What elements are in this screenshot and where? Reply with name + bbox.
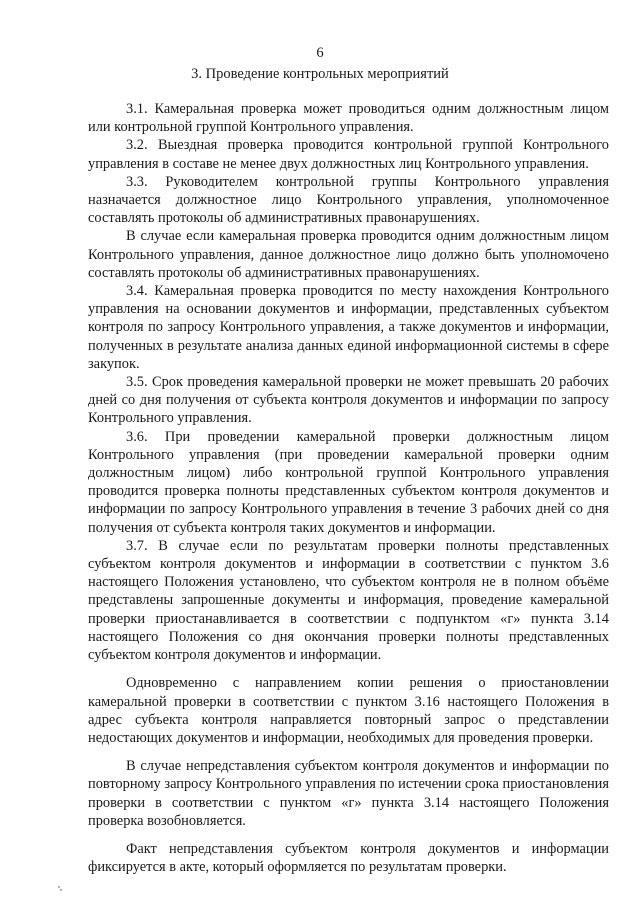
scan-specks	[58, 886, 62, 890]
paragraph-3-7-act-record: Факт непредставления субъектом контроля документов и информации фиксируется в акте, который оформляется по результатам проверки.	[88, 840, 609, 876]
document-body	[88, 100, 609, 876]
page-number: 6	[316, 45, 324, 61]
section-title: 3. Проведение контрольных мероприятий	[191, 66, 449, 82]
paragraph-3-3: 3.3. Руководителем контрольной группы Контрольного управления назначается должностное лицо Контрольного управления, уполномоченное составлять протоколы об административных правонарушениях.	[88, 173, 609, 227]
paragraph-3-7-resumption: В случае непредставления субъектом контроля документов и информации по повторному запросу Контрольного управления по истечении срока приостановления проверки в соответствии с пунктом «г» пункта 3.14 настоящего Положения проверка возобновляется.	[88, 758, 609, 829]
paragraph-3-7: 3.7. В случае если по результатам проверки полноты представленных субъектом контроля документов и информации в соответствии с пунктом 3.6 настоящего Положения установлено, что субъектом контроля не в полном объёме представлены запрошенные документы и информация, проведение камеральной проверки приостанавливается в соответствии с подпунктом «г» пункта 3.14 настоящего Положения со дня окончания проверки полноты представленных субъектом контроля документов и информации.	[88, 537, 609, 664]
paragraph-3-4: 3.4. Камеральная проверка проводится по месту нахождения Контрольного управления на основании документов и информации, представленных субъектом контроля по запросу Контрольного управления, а также документов и информации, полученных в результате анализа данных единой информационной системы в сфере закупок.	[88, 283, 609, 372]
paragraph-3-1: 3.1. Камеральная проверка может проводиться одним должностным лицом или контрольной группой Контрольного управления.	[88, 101, 609, 136]
paragraph-3-7-repeat-request: Одновременно с направлением копии решения о приостановлении камеральной проверки в соответствии с пунктом 3.16 настоящего Положения в адрес субъекта контроля направляется повторный запрос о представлении недостающих документов и информации, необходимых для проведения проверки.	[88, 675, 609, 746]
paragraph-3-5: 3.5. Срок проведения камеральной проверки не может превышать 20 рабочих дней со дня получения от субъекта контроля документов и информации по запросу Контрольного управления.	[88, 374, 609, 427]
paragraph-3-6: 3.6. При проведении камеральной проверки должностным лицом Контрольного управления (при проведении камеральной проверки одним должностным лицом) либо контрольной группой Контрольного управления проводится проверка полноты представленных субъектом контроля документов и информации по запросу Контрольного управления в течение 3 рабочих дней со дня получения от субъекта контроля таких документов и информации.	[88, 428, 609, 536]
paragraph-3-3-single-inspector: В случае если камеральная проверка проводится одним должностным лицом Контрольного управления, данное должностное лицо должно быть уполномочено составлять протоколы об административных правонарушениях.	[88, 228, 609, 281]
paragraph-3-2: 3.2. Выездная проверка проводится контрольной группой Контрольного управления в составе не менее двух должностных лиц Контрольного управления.	[88, 137, 609, 172]
